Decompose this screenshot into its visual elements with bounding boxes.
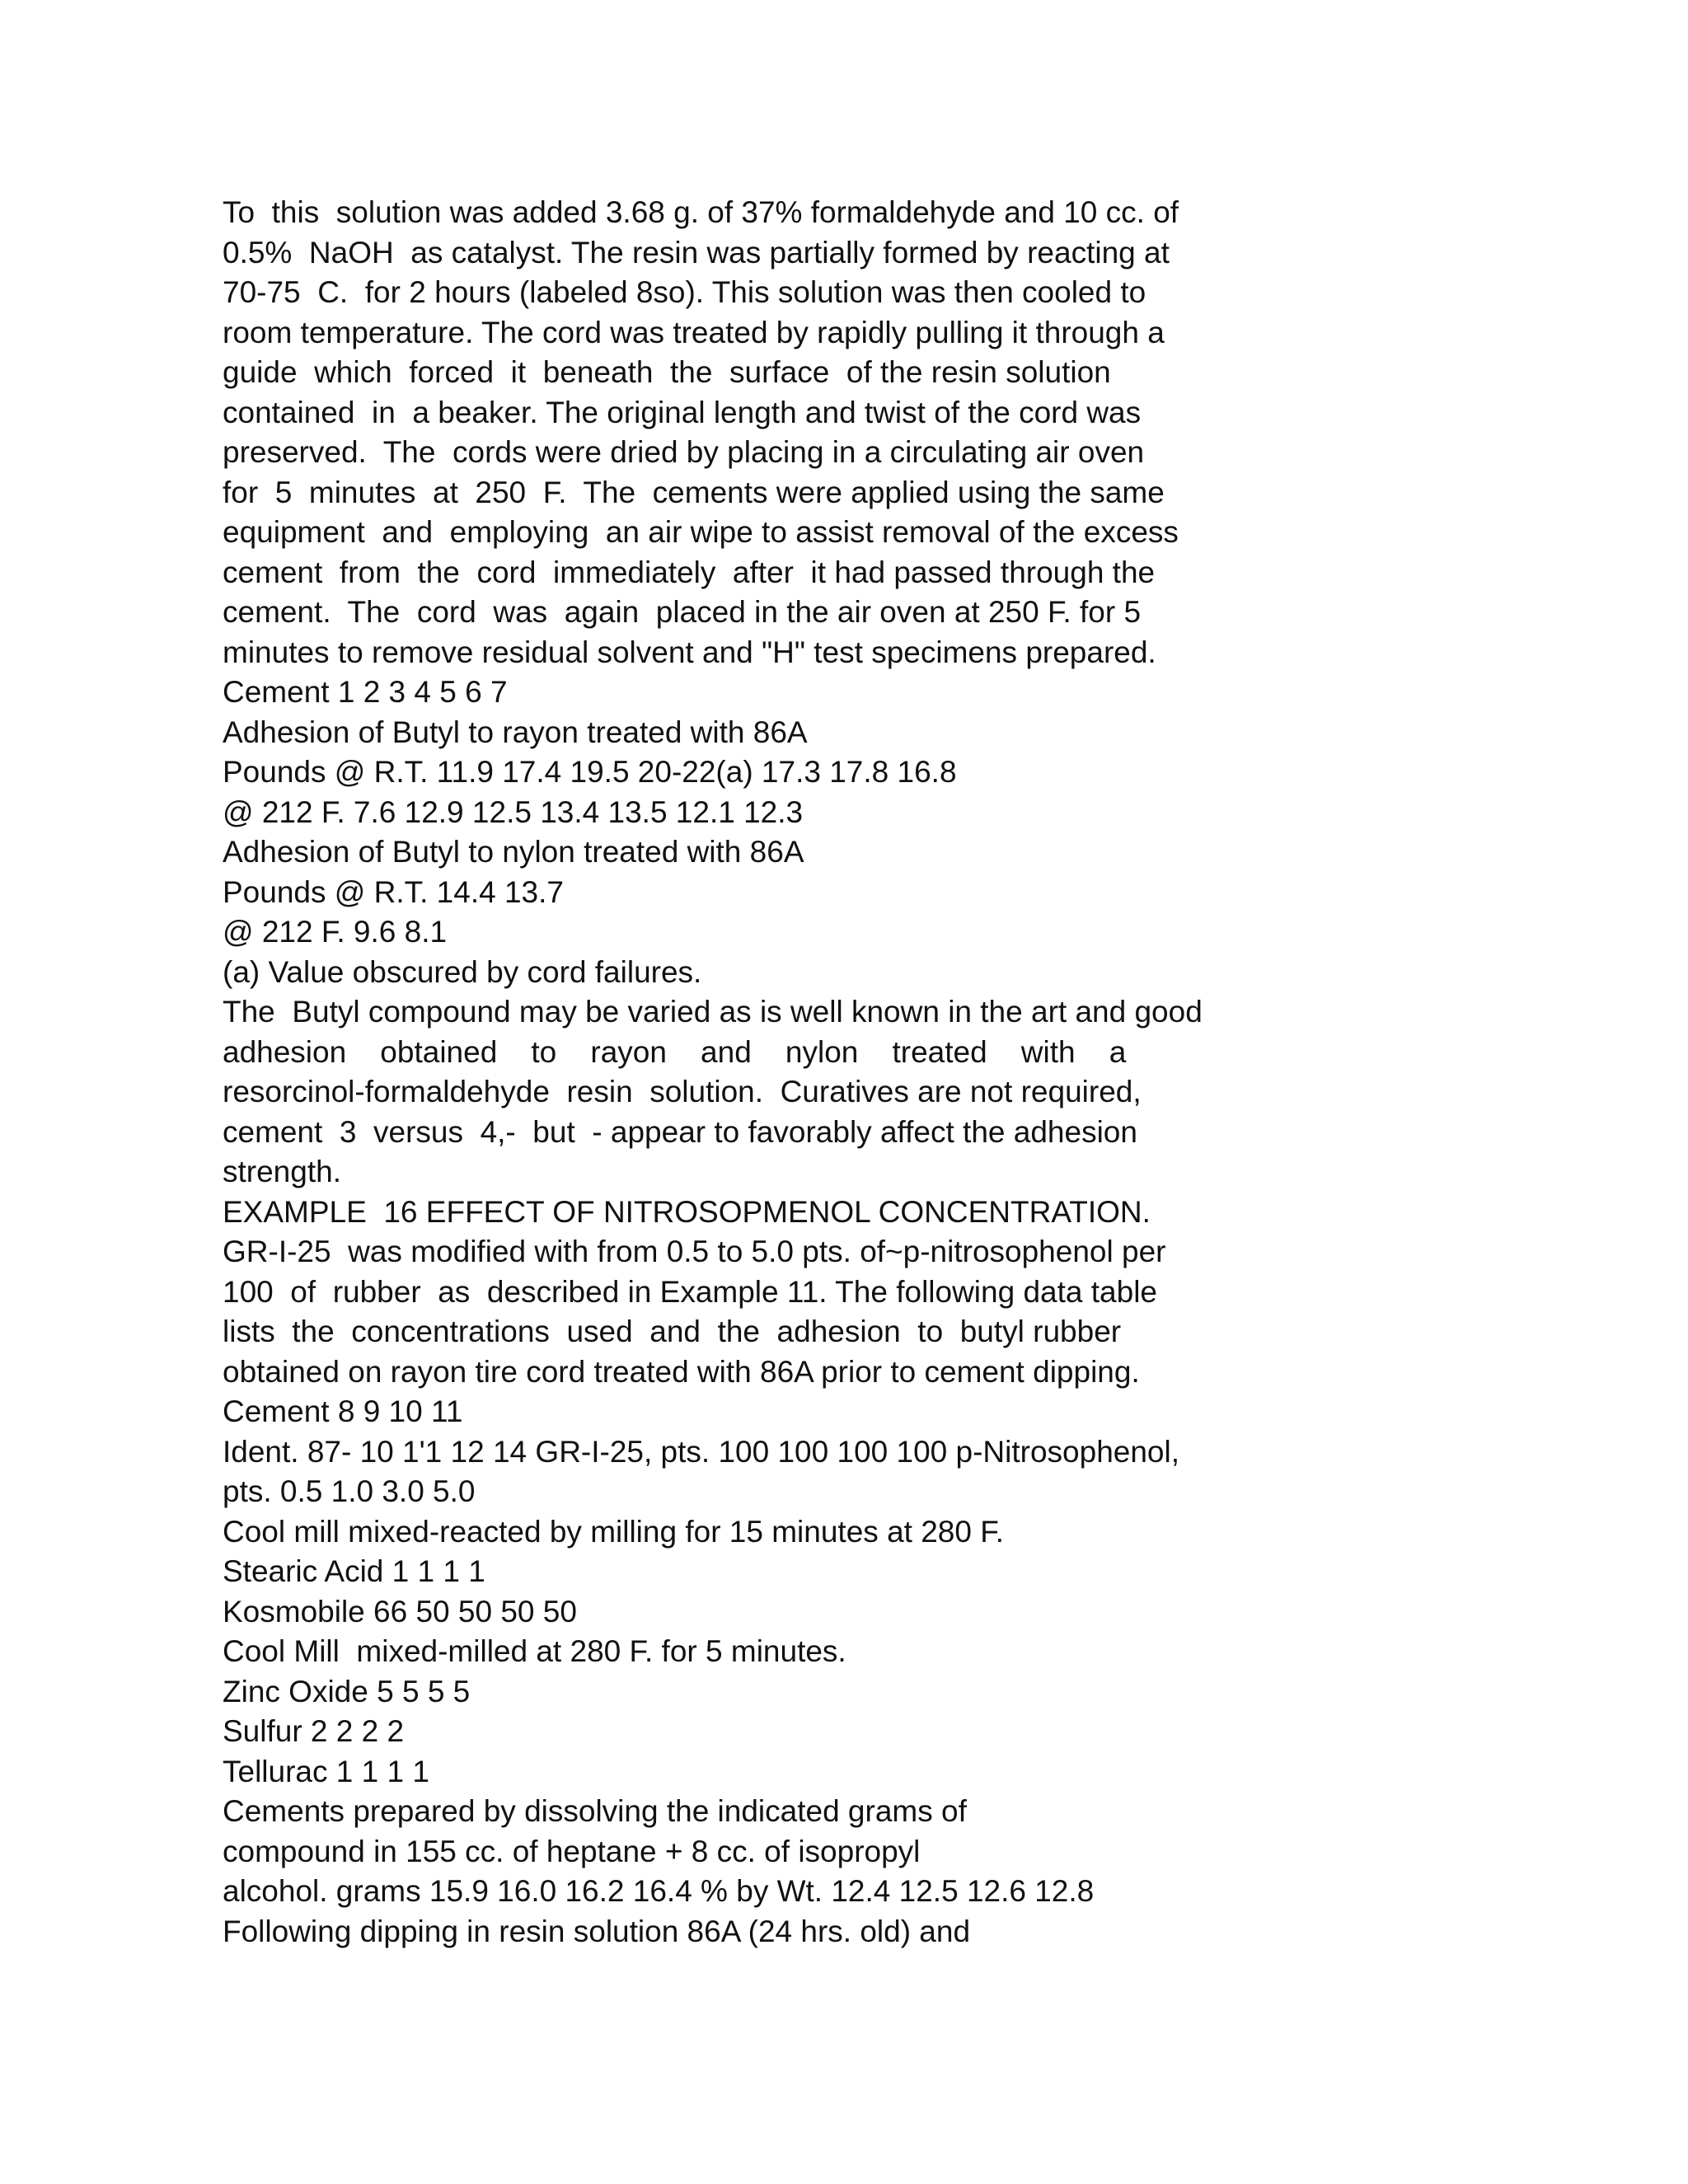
text-line: @ 212 F. 7.6 12.9 12.5 13.4 13.5 12.1 12.3 [223,794,804,829]
text-line: Tellurac 1 1 1 1 [223,1754,429,1788]
text-line: room temperature. The cord was treated by rapidly pulling it through a [223,315,1165,349]
text-line: Adhesion of Butyl to rayon treated with 86A [223,715,808,749]
text-line: Adhesion of Butyl to nylon treated with 86A [223,835,804,869]
text-line: pts. 0.5 1.0 3.0 5.0 [223,1474,476,1508]
text-line: preserved. The cords were dried by placing in a circulating air oven [223,435,1145,469]
text-line: cement. The cord was again placed in the air oven at 250 F. for 5 [223,595,1142,629]
text-line: cement 3 versus 4,- but - appear to favorably affect the adhesion [223,1114,1137,1149]
text-line: minutes to remove residual solvent and "H" test specimens prepared. [223,635,1156,669]
text-line: Following dipping in resin solution 86A (24 hrs. old) and [223,1914,971,1948]
text-line: 100 of rubber as described in Example 11. The following data table [223,1274,1157,1309]
text-line: Pounds @ R.T. 14.4 13.7 [223,874,564,909]
text-line: Cement 1 2 3 4 5 6 7 [223,675,508,709]
text-line: Zinc Oxide 5 5 5 5 [223,1674,471,1708]
text-line: Cool mill mixed-reacted by milling for 15 minutes at 280 F. [223,1514,1004,1549]
text-line: Cool Mill mixed-milled at 280 F. for 5 minutes. [223,1634,846,1668]
text-line: Pounds @ R.T. 11.9 17.4 19.5 20-22(a) 17.3 17.8 16.8 [223,755,957,789]
text-line: The Butyl compound may be varied as is well known in the art and good [223,995,1203,1029]
text-line: 70-75 C. for 2 hours (labeled 8so). This solution was then cooled to [223,275,1146,309]
text-line: cement from the cord immediately after it had passed through the [223,555,1156,589]
text-line: (a) Value obscured by cord failures. [223,954,702,989]
text-line: contained in a beaker. The original length and twist of the cord was [223,395,1142,429]
text-line: Kosmobile 66 50 50 50 50 [223,1594,577,1629]
text-line: lists the concentrations used and the adhesion to butyl rubber [223,1315,1122,1348]
document-text [223,193,1624,1952]
text-line: adhesion obtained to rayon and nylon treated with a [223,1034,1127,1069]
text-line: Stearic Acid 1 1 1 1 [223,1554,485,1588]
text-line: Ident. 87- 10 1'1 12 14 GR-I-25, pts. 100 100 100 100 p-Nitrosophenol, [223,1434,1180,1469]
text-line: Cements prepared by dissolving the indicated grams of [223,1794,967,1828]
text-line: EXAMPLE 16 EFFECT OF NITROSOPMENOL CONCENTRATION. [223,1194,1151,1229]
text-line: strength. [223,1155,341,1188]
text-line: GR-I-25 was modified with from 0.5 to 5.0 pts. of~p-nitrosophenol per [223,1235,1166,1268]
text-line: obtained on rayon tire cord treated with 86A prior to cement dipping. [223,1354,1140,1389]
text-line: @ 212 F. 9.6 8.1 [223,915,448,949]
text-line: 0.5% NaOH as catalyst. The resin was partially formed by reacting at [223,235,1170,269]
text-line: To this solution was added 3.68 g. of 37% formaldehyde and 10 cc. of [223,195,1179,229]
text-line: resorcinol-formaldehyde resin solution. Curatives are not required, [223,1075,1142,1108]
text-line: Cement 8 9 10 11 [223,1394,463,1428]
text-line: Sulfur 2 2 2 2 [223,1714,405,1748]
text-line: for 5 minutes at 250 F. The cements were applied using the same [223,475,1165,509]
text-line: compound in 155 cc. of heptane + 8 cc. of isopropyl [223,1834,921,1868]
text-line: equipment and employing an air wipe to assist removal of the excess [223,515,1179,549]
text-line: guide which forced it beneath the surface of the resin solution [223,355,1111,389]
text-line: alcohol. grams 15.9 16.0 16.2 16.4 % by Wt. 12.4 12.5 12.6 12.8 [223,1874,1095,1908]
